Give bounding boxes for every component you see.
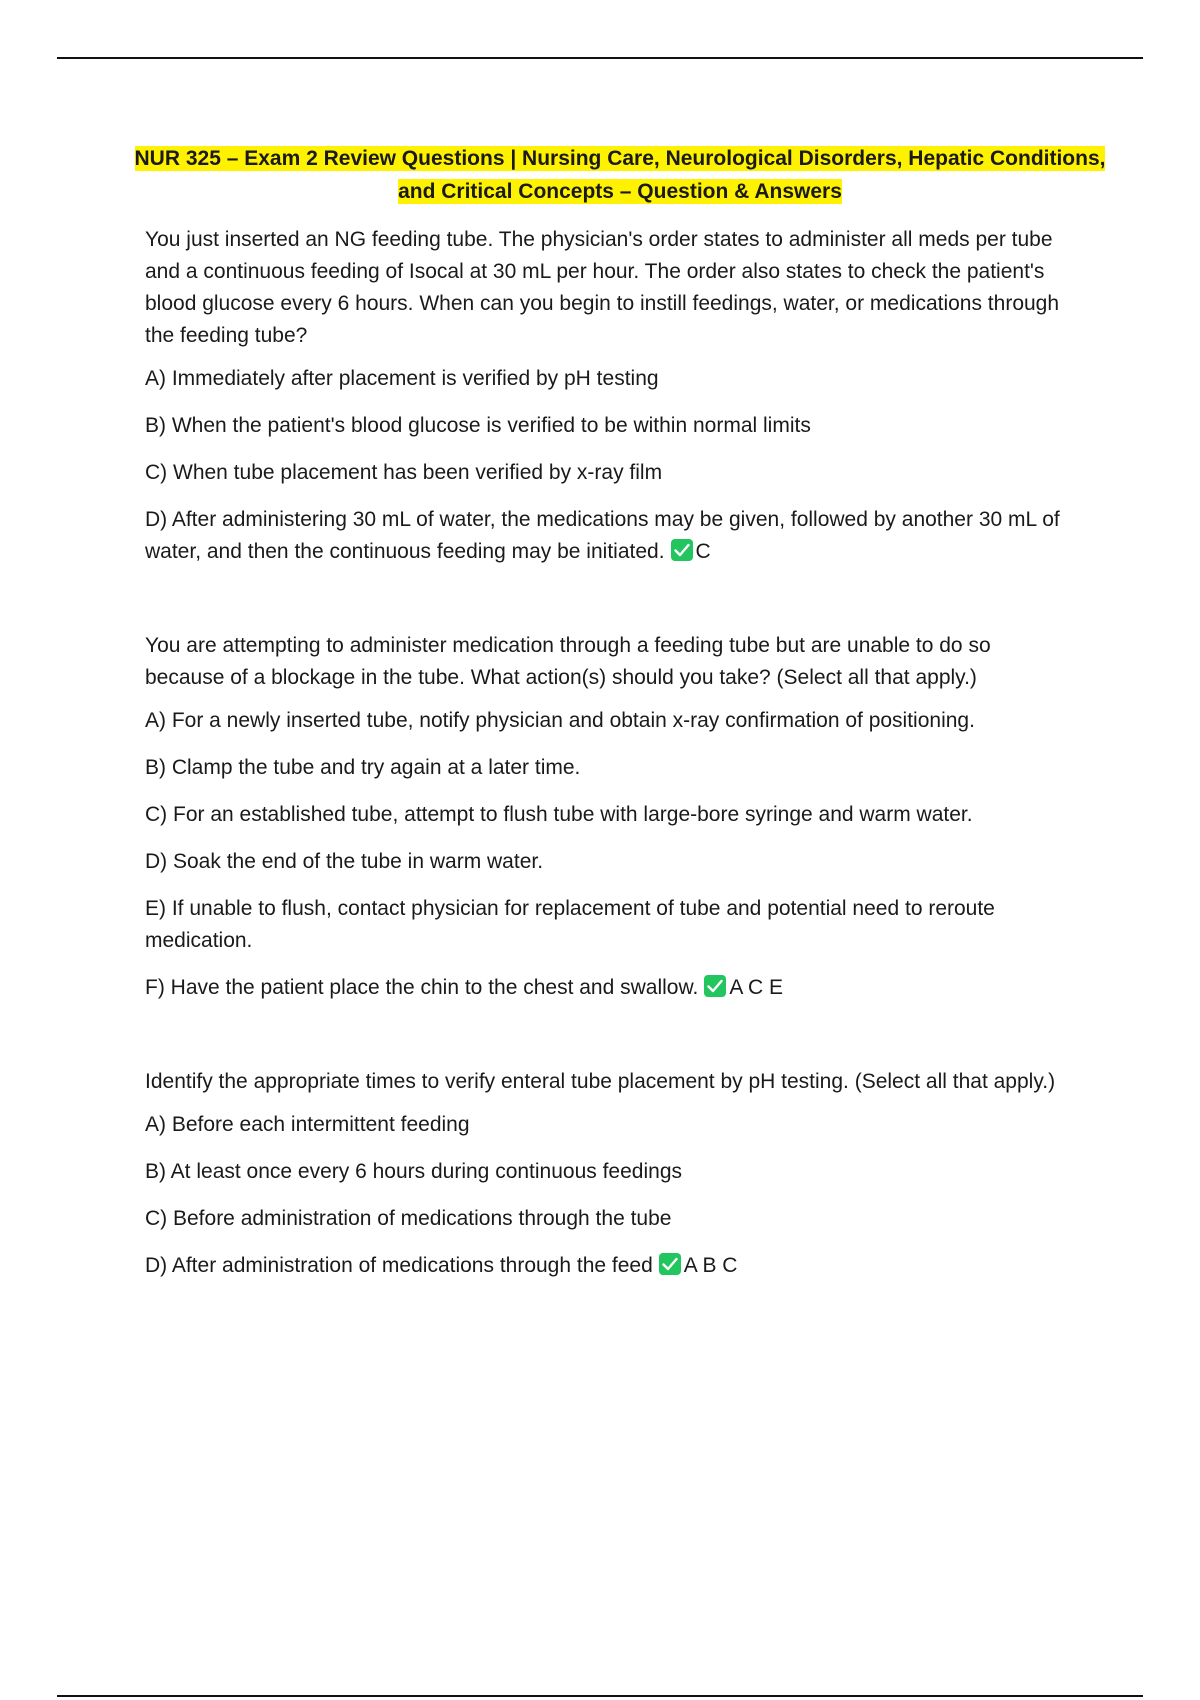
option-b: B) At least once every 6 hours during continuous feedings [145,1160,682,1183]
question-1 [145,224,1065,568]
question-list [145,224,1065,1344]
header-rule [57,57,1143,59]
option-c: C) When tube placement has been verified by x-ray film [145,461,663,484]
answer-key [704,976,783,999]
question-stem: You just inserted an NG feeding tube. The physician's order states to administer all meds per tube and a continuous feeding of Isocal at 30 mL per hour. The order also states to check the patient's blood glucose every 6 hours. When can you begin to instill feedings, water, or medications through the feeding tube? [145,228,1060,347]
option-a: A) For a newly inserted tube, notify physician and obtain x-ray confirmation of positioning. [145,709,975,732]
document-title-text: NUR 325 – Exam 2 Review Questions | Nursing Care, Neurological Disorders, Hepatic Conditions, and Critical Concepts – Question & Answers [134,147,1106,203]
answer-key [659,1254,738,1277]
answer-text: C [695,540,711,563]
option-c: C) For an established tube, attempt to flush tube with large-bore syringe and warm water. [145,803,973,826]
option-d-with-answer [145,504,1065,568]
question-stem: Identify the appropriate times to verify enteral tube placement by pH testing. (Select all that apply.) [145,1070,1056,1093]
check-mark-icon [704,975,726,997]
question-2 [145,630,1065,1004]
answer-text: A C E [729,976,784,999]
answer-key [671,540,711,563]
option-b: B) Clamp the tube and try again at a later time. [145,756,581,779]
option-d: D) After administration of medications through the feed [145,1254,653,1277]
option-d: D) After administering 30 mL of water, the medications may be given, followed by another 30 mL of water, and then the continuous feeding may be initiated. [145,508,1060,563]
option-f: F) Have the patient place the chin to the chest and swallow. [145,976,699,999]
question-3 [145,1066,1065,1282]
answer-text: A B C [683,1254,738,1277]
check-mark-icon [671,539,693,561]
question-stem: You are attempting to administer medication through a feeding tube but are unable to do so because of a blockage in the tube. What action(s) should you take? (Select all that apply.) [145,634,991,689]
document-title [130,142,1110,208]
option-c: C) Before administration of medications through the tube [145,1207,672,1230]
option-e: E) If unable to flush, contact physician for replacement of tube and potential need to reroute medication. [145,897,995,952]
option-d: D) Soak the end of the tube in warm water. [145,850,544,873]
option-a: A) Immediately after placement is verified by pH testing [145,367,659,390]
option-d-with-answer [145,1250,1065,1282]
option-f-with-answer [145,972,1065,1004]
footer-rule [57,1695,1143,1697]
option-a: A) Before each intermittent feeding [145,1113,470,1136]
option-b: B) When the patient's blood glucose is verified to be within normal limits [145,414,811,437]
check-mark-icon [659,1253,681,1275]
